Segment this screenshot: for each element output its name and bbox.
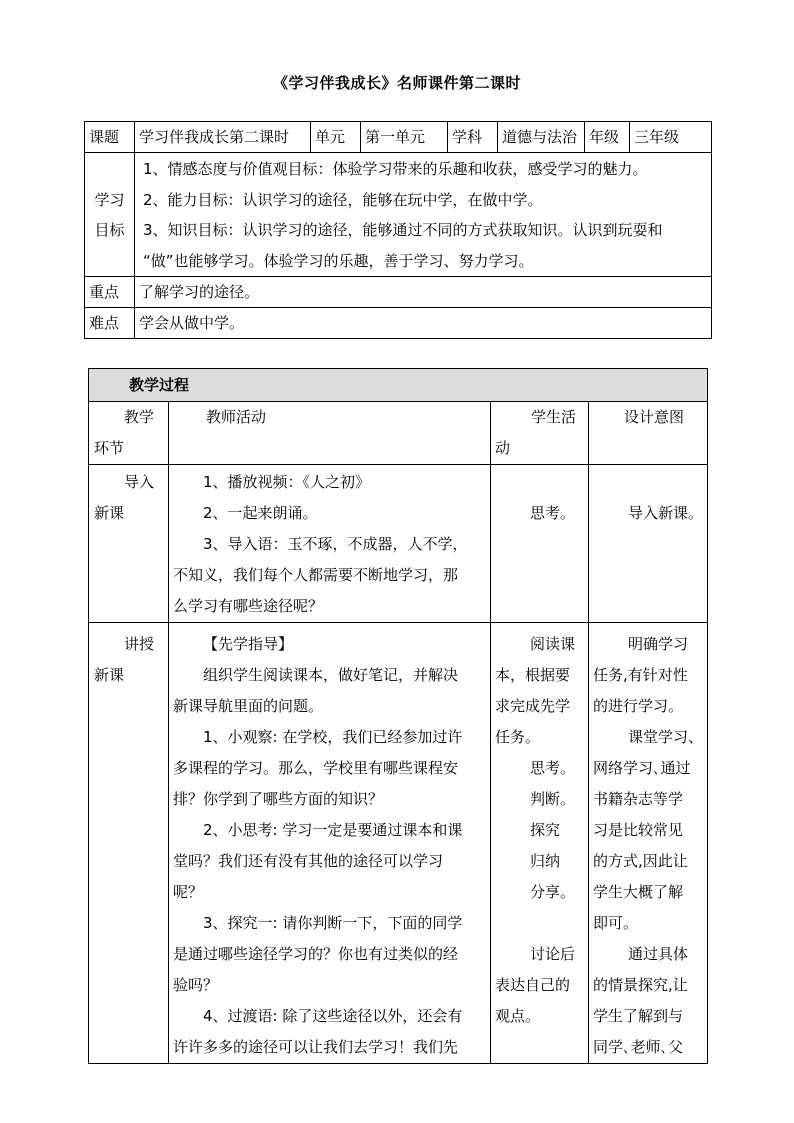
teacher-teaching-line: 【先学指导】 [203,635,294,653]
unit-value: 第一单元 [361,122,448,153]
label-subject: 学科 [448,122,498,153]
design-teaching-line: 即可。 [593,914,639,932]
student-teaching-line: 探究 [530,821,561,839]
design-teaching-line: 的进行学习。 [593,697,684,715]
student-teaching-line: 观点。 [495,1007,541,1025]
teacher-teaching-line: 许许多多的途径可以让我们去学习！我们先 [173,1038,459,1056]
design-teaching-line: 书籍杂志等学 [593,790,684,808]
student-teaching-line: 讨论后 [530,945,576,963]
col-head-student-line-1: 学生活 [531,408,577,426]
teacher-teaching-line: 2、小思考: 学习一定是要通过课本和课 [203,821,463,839]
student-teaching [491,623,589,1064]
col-head-stage [89,402,169,465]
teacher-teaching [169,623,491,1064]
info-row-difficult [85,308,712,339]
col-head-student-line-2: 动 [495,439,511,457]
student-intro-line: 思考。 [530,504,576,522]
teacher-teaching-line: 验吗？ [173,976,219,994]
design-teaching-line: 学生大概了解 [593,883,684,901]
label-unit: 单元 [311,122,361,153]
student-teaching-line: 思考。 [530,759,576,777]
info-row-goals [85,153,712,277]
design-teaching-line: 的情景探究,让 [593,976,688,994]
teacher-intro-line: 2、一起来朗诵。 [203,504,318,522]
process-row-teaching [89,623,708,1064]
student-teaching-line: 归纳 [530,852,561,870]
teaching-process-table [88,368,708,1064]
col-head-teacher: 教师活动 [169,402,491,465]
design-teaching-line: 课堂学习、 [628,728,704,746]
stage-intro-line-1: 导入 [124,473,155,491]
label-goals-line-2: 目标 [94,220,125,239]
student-teaching-line: 表达自己的 [495,976,571,994]
stage-teaching-line-2: 新课 [94,666,125,684]
goal-line-1: 1、情感态度与价值观目标：体验学习带来的乐趣和收获，感受学习的魅力。 [143,160,648,178]
label-key: 重点 [85,277,135,308]
design-teaching-line: 任务,有针对性 [593,666,688,684]
goal-line-4: “做”也能够学习。体验学习的乐趣，善于学习、努力学习。 [143,251,534,270]
subject-value: 道德与法治 [498,122,585,153]
design-teaching-line: 网络学习､通过 [593,759,691,777]
teacher-teaching-line: 组织学生阅读课本，做好笔记，并解决 [203,666,459,684]
teacher-teaching-line: 4、过渡语: 除了这些途径以外，还会有 [203,1007,463,1025]
teacher-teaching-line: 多课程的学习。那么，学校里有哪些课程安 [173,759,459,777]
student-teaching-line: 判断。 [530,790,576,808]
page-title: 《学习伴我成长》名师课件第二课时 [272,74,521,92]
goal-line-2: 2、能力目标：认识学习的途径，能够在玩中学，在做中学。 [143,190,543,209]
student-teaching-line: 分享。 [530,883,576,901]
design-teaching-line: 的方式,因此让 [593,852,688,870]
stage-teaching [89,623,169,1064]
design-teaching-line: 明确学习 [628,635,689,653]
topic-value: 学习伴我成长第二课时 [135,122,311,153]
student-teaching-line: 任务。 [495,728,541,746]
design-teaching-line: 学生了解到与 [593,1007,684,1025]
difficult-point-value: 学会从做中学。 [135,308,712,339]
lesson-info-table [84,121,712,339]
teacher-teaching-line: 堂吗？我们还有没有其他的途径可以学习 [173,852,444,870]
goal-line-3: 3、知识目标：认识学习的途径，能够通过不同的方式获取知识。认识到玩耍和 [143,221,663,239]
label-grade: 年级 [585,122,630,153]
grade-value: 三年级 [630,122,712,153]
goals-cell [135,153,712,277]
process-column-headers [89,402,708,465]
design-teaching [589,623,708,1064]
teacher-intro-line: 不知义，我们每个人都需要不断地学习，那 [173,566,459,584]
teacher-teaching-line: 1、小观察: 在学校，我们已经参加过许 [203,728,463,746]
process-header-row [89,369,708,402]
student-intro [491,465,589,623]
teacher-intro-line: 么学习有哪些途径呢？ [173,597,324,615]
key-point-value: 了解学习的途径。 [135,277,712,308]
stage-teaching-line-1: 讲授 [124,635,155,653]
col-head-stage-line-1: 教学 [124,408,155,426]
col-head-design: 设计意图 [589,402,708,465]
design-teaching-line: 习是比较常见 [593,821,684,839]
info-row-key [85,277,712,308]
stage-intro [89,465,169,623]
teacher-teaching-line: 新课导航里面的问题。 [173,697,324,715]
teacher-teaching-line: 3、探究一: 请你判断一下，下面的同学 [203,914,463,932]
teacher-teaching-line: 呢？ [173,883,204,901]
col-head-student [491,402,589,465]
student-teaching-spacer [495,908,584,939]
teacher-intro [169,465,491,623]
teacher-intro-line: 3、导入语：玉不琢，不成器，人不学， [203,535,468,553]
design-intro-line: 导入新课。 [628,504,704,522]
process-row-intro [89,465,708,623]
process-header: 教学过程 [89,369,708,402]
label-difficult: 难点 [85,308,135,339]
design-teaching-line: 同学､老师､父 [593,1038,684,1056]
design-teaching-line: 通过具体 [628,945,689,963]
info-row-topic [85,122,712,153]
label-goals [85,153,135,277]
teacher-intro-line: 1、播放视频：《人之初》 [203,473,371,491]
teacher-teaching-line: 排？你学到了哪些方面的知识？ [173,790,384,808]
student-teaching-line: 求完成先学 [495,697,571,715]
design-intro [589,465,708,623]
student-teaching-line: 阅读课 [530,635,576,653]
col-head-stage-line-2: 环节 [94,439,125,457]
stage-intro-line-2: 新课 [94,504,125,522]
student-teaching-line: 本，根据要 [495,666,571,684]
label-goals-line-1: 学习 [94,190,125,209]
label-topic: 课题 [85,122,135,153]
teacher-teaching-line: 是通过哪些途径学习的？你也有过类似的经 [173,945,459,963]
